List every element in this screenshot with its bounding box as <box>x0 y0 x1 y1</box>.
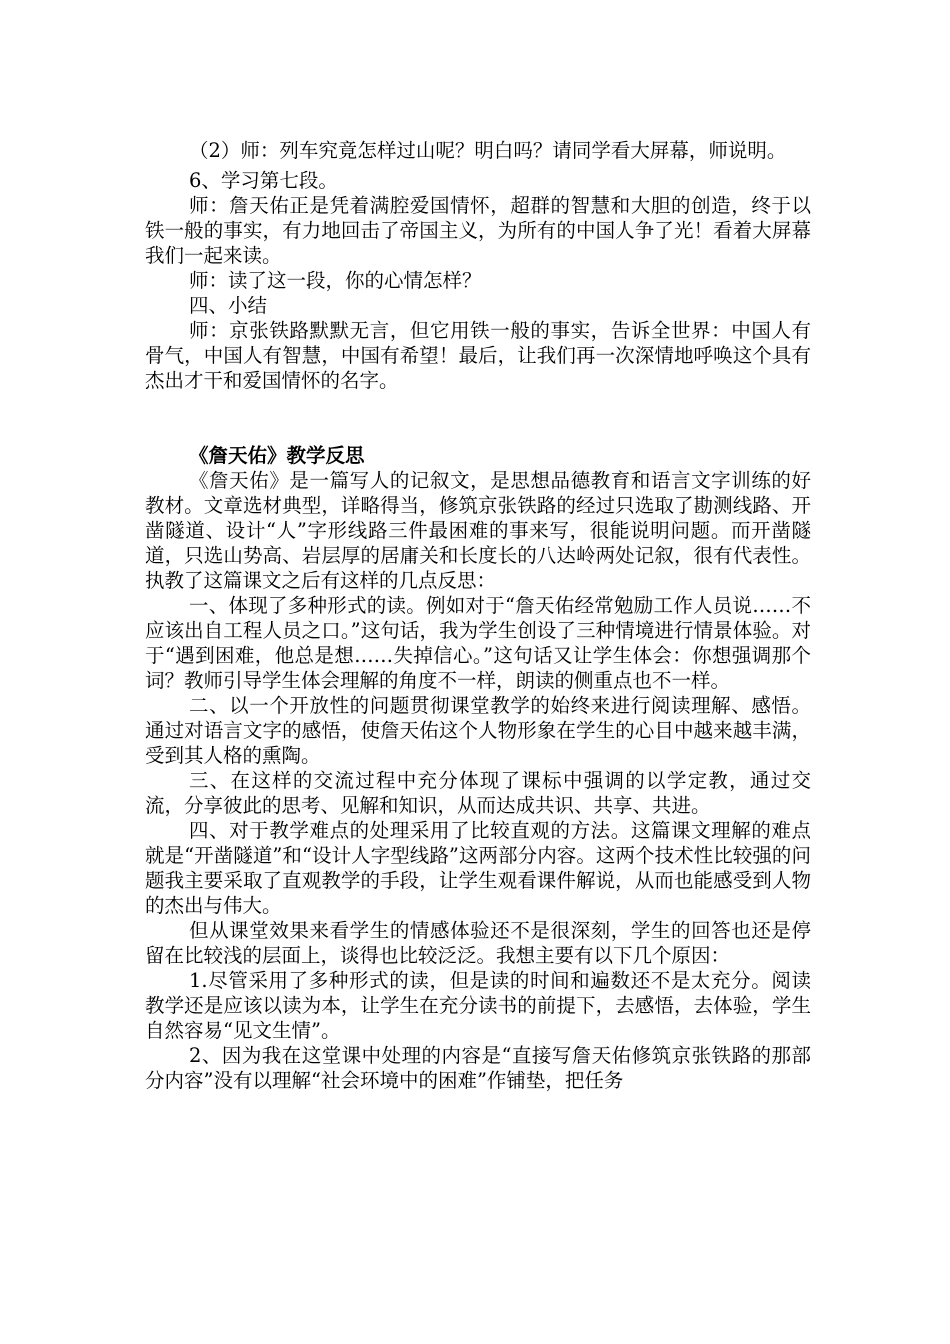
reflection-paragraph: 三、在这样的交流过程中充分体现了课标中强调的以学定教，通过交流，分享彼此的思考、见解和知识，从而达成共识、共享、共进。 <box>145 769 811 817</box>
reflection-title: 《詹天佑》教学反思 <box>189 444 365 467</box>
reflection-paragraph: 二、以一个开放性的问题贯彻课堂教学的始终来进行阅读理解、感悟。通过对语言文字的感悟，使詹天佑这个人物形象在学生的心目中越来越丰满，受到其人格的熏陶。 <box>145 694 811 767</box>
reflection-paragraph: 《詹天佑》是一篇写人的记叙文，是思想品德教育和语言文字训练的好教材。文章选材典型，详略得当，修筑京张铁路的经过只选取了勘测线路、开凿隧道、设计“人”字形线路三件最困难的事来写，很能说明问题。而开凿隧道，只选山势高、岩层厚的居庸关和长度长的八达岭两处记叙，很有代表性。执教了这篇课文之后有这样的几点反思： <box>145 469 811 592</box>
paragraph-summary: 师：京张铁路默默无言，但它用铁一般的事实，告诉全世界：中国人有骨气，中国人有智慧，中国有希望！最后，让我们再一次深情地呼唤这个具有杰出才干和爱国情怀的名字。 <box>145 319 811 392</box>
document-body <box>145 134 811 1093</box>
paragraph-teacher-question: 师：读了这一段，你的心情怎样？ <box>189 269 482 292</box>
paragraph-question-2: （2）师：列车究竟怎样过山呢？明白吗？请同学看大屏幕，师说明。 <box>189 139 787 162</box>
reflection-paragraph: 1.尽管采用了多种形式的读，但是读的时间和遍数还不是太充分。阅读教学还是应该以读为本，让学生在充分读书的前提下，去感悟，去体验，学生自然容易“见文生情”。 <box>145 969 811 1042</box>
reflection-paragraph: 四、对于教学难点的处理采用了比较直观的方法。这篇课文理解的难点就是“开凿隧道”和“设计人字型线路”这两部分内容。这两个技术性比较强的问题我主要采取了直观教学的手段，让学生观看课件解说，从而也能感受到人物的杰出与伟大。 <box>145 819 811 917</box>
paragraph-section-6: 6、学习第七段。 <box>189 169 338 192</box>
reflection-paragraph: 一、体现了多种形式的读。例如对于“詹天佑经常勉励工作人员说……不应该出自工程人员之口。”这句话，我为学生创设了三种情境进行情景体验。对于“遇到困难，他总是想……失掉信心。”这句话又让学生体会：你想强调那个词？教师引导学生体会理解的角度不一样，朗读的侧重点也不一样。 <box>145 594 811 692</box>
reflection-paragraph: 但从课堂效果来看学生的情感体验还不是很深刻，学生的回答也还是停留在比较浅的层面上，谈得也比较泛泛。我想主要有以下几个原因： <box>145 919 811 967</box>
reflection-paragraph: 2、因为我在这堂课中处理的内容是“直接写詹天佑修筑京张铁路的那部分内容”没有以理解“社会环境中的困难”作铺垫，把任务 <box>145 1044 811 1092</box>
paragraph-teacher-speech: 师：詹天佑正是凭着满腔爱国情怀，超群的智慧和大胆的创造，终于以铁一般的事实，有力地回击了帝国主义，为所有的中国人争了光！看着大屏幕我们一起来读。 <box>145 194 811 267</box>
section-spacer <box>145 393 811 443</box>
heading-summary: 四、小结 <box>189 294 268 317</box>
